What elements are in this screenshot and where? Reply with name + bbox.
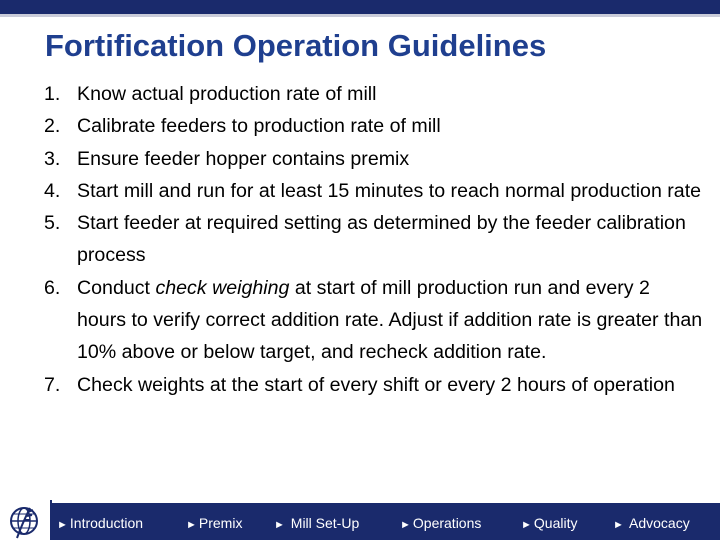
item-number: 6. — [44, 276, 61, 299]
item-text: Calibrate feeders to production rate of mill — [77, 115, 441, 138]
nav-operations[interactable] — [400, 513, 481, 533]
triangle-right-icon: ► — [400, 519, 411, 531]
item-number: 7. — [44, 373, 61, 396]
list-item — [44, 272, 704, 369]
nav-label: Mill Set-Up — [286, 515, 360, 531]
item-text: Check weights at the start of every shift or every 2 hours of operation — [77, 373, 675, 396]
nav-introduction[interactable] — [57, 513, 143, 533]
nav-quality[interactable] — [521, 513, 577, 533]
globe-wheat-icon — [0, 500, 52, 540]
nav-mill-setup[interactable] — [274, 513, 359, 533]
list-item — [44, 143, 704, 175]
guidelines-list — [44, 78, 704, 401]
triangle-right-icon: ► — [521, 519, 532, 531]
nav-label: Quality — [533, 515, 578, 531]
slide-title: Fortification Operation Guidelines — [45, 28, 547, 63]
triangle-right-icon: ► — [57, 519, 68, 531]
item-text: Start mill and run for at least 15 minutes to reach normal production rate — [77, 179, 702, 202]
nav-label: Premix — [198, 515, 243, 531]
nav-premix[interactable] — [186, 513, 242, 533]
list-item — [44, 207, 704, 272]
list-item — [44, 110, 704, 142]
item-number: 2. — [44, 115, 61, 138]
nav-advocacy[interactable] — [613, 513, 690, 533]
item-text: Ensure feeder hopper contains premix — [77, 147, 410, 170]
item-number: 5. — [44, 212, 61, 235]
item-text-before: Conduct — [77, 276, 156, 299]
triangle-right-icon: ► — [186, 519, 197, 531]
list-item — [44, 78, 704, 110]
top-bar — [0, 0, 720, 17]
triangle-right-icon: ► — [274, 519, 285, 531]
item-text: Start feeder at required setting as determined by the feeder calibration process — [77, 212, 686, 267]
item-number: 3. — [44, 147, 61, 170]
item-text-emphasis: check weighing — [155, 276, 290, 299]
triangle-right-icon: ► — [613, 519, 624, 531]
item-text: Know actual production rate of mill — [77, 83, 377, 105]
item-number: 4. — [44, 179, 61, 202]
list-item — [44, 369, 704, 401]
nav-label: Advocacy — [625, 515, 690, 531]
item-number: 1. — [44, 83, 61, 105]
item-text-after: at start of mill production run and every 2 hours to verify correct addition rate. Adjust if addition rate is greater than 10% above or below target, and recheck addition rate. — [77, 276, 703, 364]
list-item — [44, 175, 704, 207]
nav-label: Introduction — [69, 515, 144, 531]
nav-label: Operations — [412, 515, 482, 531]
